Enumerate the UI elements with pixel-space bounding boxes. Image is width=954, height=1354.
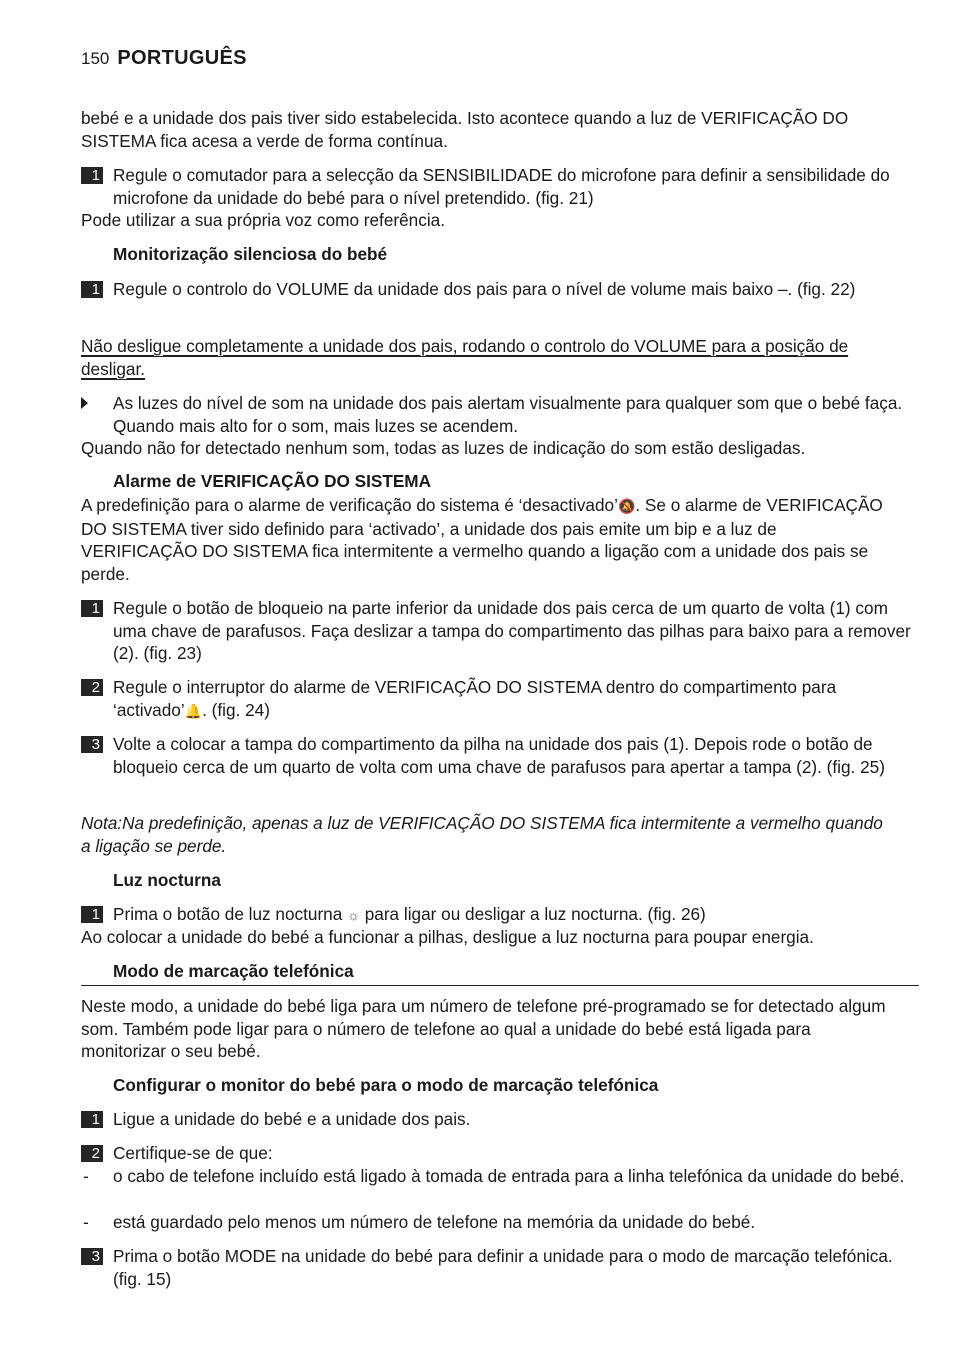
step-text: Volte a colocar a tampa do compartimento da pilha na unidade dos pais (1). Depois rode o botão de bloqueio cerca de um quarto de volta com uma chave de parafusos para apertar a tampa (2). (fig. 25) [113, 734, 885, 777]
heading-part-caps: VERIFICAÇÃO DO SISTEMA [200, 471, 432, 491]
language-title: PORTUGUÊS [117, 47, 247, 69]
dash-mark: - [83, 1212, 89, 1232]
heading-dial-mode: Modo de marcação telefónica [81, 960, 919, 986]
step-number: 1 [81, 600, 103, 617]
step-mode-button [81, 1245, 919, 1290]
no-sound-text: Quando não for detectado nenhum som, todas as luzes de indicação do som estão desligadas. [81, 438, 806, 458]
step-text-b: . (fig. 24) [202, 699, 270, 720]
page-header [81, 47, 247, 73]
dash-item-cable [81, 1165, 919, 1188]
step-text-b: para ligar ou desligar a luz nocturna. (fig. 26) [359, 904, 706, 924]
warning-underlined: Não desligue completamente a unidade dos pais, rodando o controlo do VOLUME para a posição de desligar. [81, 336, 849, 379]
note-text: Nota:Na predefinição, apenas a luz de VERIFICAÇÃO DO SISTEMA fica intermitente a vermelho quando a ligação se perde. [81, 813, 883, 856]
step-power-on [81, 1108, 919, 1131]
step-sensitivity [81, 164, 919, 209]
alarm-text-b: . Se o alarme de VERIFICAÇÃO DO SISTEMA tiver sido definido para ‘activado’, a unidade dos pais emite um bip e a luz de VERIFICAÇÃO DO SISTEMA fica intermitente a vermelho quando a ligação com a unidade dos pais se perde. [81, 495, 883, 584]
heading-silent-monitoring: Monitorização silenciosa do bebé [113, 244, 388, 264]
intro-paragraph: bebé e a unidade dos pais tiver sido estabelecida. Isto acontece quando a luz de VERIFICAÇÃO DO SISTEMA fica acesa a verde de forma contínua. [81, 108, 849, 151]
step-replace-cover [81, 733, 919, 778]
night-light-icon: ☼ [347, 907, 360, 923]
bell-off-icon: 🔕 [617, 498, 636, 514]
heading-system-check-alarm [81, 470, 919, 493]
step-number: 2 [81, 1145, 103, 1162]
step-number: 1 [81, 167, 103, 184]
alarm-text-a: A predefinição para o alarme de verificação do sistema é ‘desactivado’ [81, 495, 618, 515]
heading-part: Alarme de [113, 471, 201, 491]
step-number: 2 [81, 679, 103, 696]
step-text: Regule o botão de bloqueio na parte inferior da unidade dos pais cerca de um quarto de volta (1) com uma chave de parafusos. Faça deslizar a tampa do compartimento das pilhas para baixo para a remover (2). (fig. 23) [113, 598, 911, 663]
step-number: 3 [81, 736, 103, 753]
dash-item-phone-number [81, 1211, 919, 1234]
page-number: 150 [81, 49, 110, 68]
dash-mark: - [83, 1166, 89, 1186]
heading-configure-dial: Configurar o monitor do bebé para o modo de marcação telefónica [113, 1075, 659, 1095]
bell-icon: 🔔 [184, 702, 203, 719]
battery-text: Ao colocar a unidade do bebé a funcionar a pilhas, desligue a luz nocturna para poupar energia. [81, 927, 814, 947]
bullet-sound-lights [81, 392, 919, 437]
heading-night-light: Luz nocturna [113, 870, 221, 890]
step-text-a: Regule o interruptor do alarme de VERIFICAÇÃO DO SISTEMA dentro do compartimento para ‘activado’ [113, 677, 837, 720]
step-text: Prima o botão MODE na unidade do bebé para definir a unidade para o modo de marcação telefónica. (fig. 15) [113, 1246, 893, 1289]
dial-mode-paragraph: Neste modo, a unidade do bebé liga para um número de telefone pré-programado se for detectado algum som. Também pode ligar para o número de telefone ao qual a unidade do bebé está ligada para monitorizar o seu bebé. [81, 996, 886, 1061]
dash-text: está guardado pelo menos um número de telefone na memória da unidade do bebé. [113, 1212, 756, 1232]
step-night-light [81, 903, 919, 927]
step-lock-button [81, 597, 919, 665]
step-number: 3 [81, 1248, 103, 1265]
step-text: Ligue a unidade do bebé e a unidade dos pais. [113, 1109, 471, 1129]
dash-text: o cabo de telefone incluído está ligado à tomada de entrada para a linha telefónica da unidade do bebé. [113, 1166, 905, 1186]
step-text-a: Prima o botão de luz nocturna [113, 904, 348, 924]
step-alarm-switch [81, 676, 919, 722]
step-volume [81, 278, 919, 301]
step-text: Regule o comutador para a selecção da SENSIBILIDADE do microfone para definir a sensibilidade do microfone da unidade do bebé para o nível pretendido. (fig. 21) [113, 165, 890, 208]
warning-text [81, 335, 887, 380]
step-number: 1 [81, 281, 103, 298]
alarm-default-paragraph [81, 494, 887, 585]
step-number: 1 [81, 906, 103, 923]
step-make-sure [81, 1142, 919, 1165]
voice-reference-text: Pode utilizar a sua própria voz como referência. [81, 210, 445, 230]
step-number: 1 [81, 1111, 103, 1128]
bullet-text: As luzes do nível de som na unidade dos pais alertam visualmente para qualquer som que o bebé faça. Quando mais alto for o som, mais luzes se acendem. [113, 393, 903, 436]
step-text: Certifique-se de que: [113, 1143, 273, 1163]
bullet-arrow-icon [81, 397, 88, 409]
step-text: Regule o controlo do VOLUME da unidade dos pais para o nível de volume mais baixo –. (fig. 22) [113, 279, 856, 299]
